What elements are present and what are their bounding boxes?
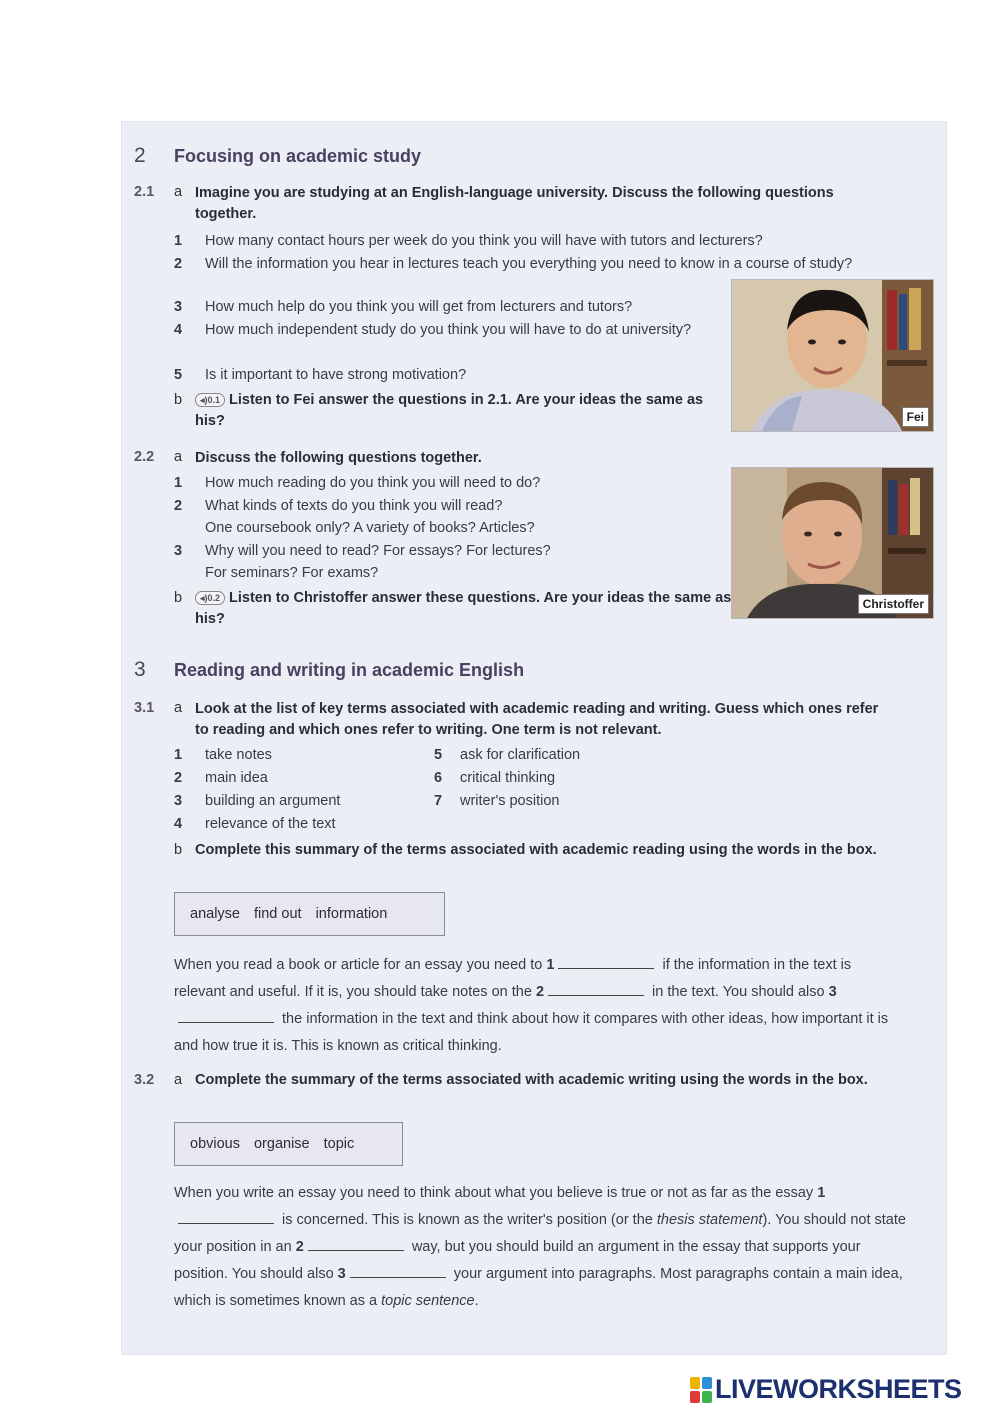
answer-blank-3[interactable] xyxy=(178,1010,274,1023)
exercise-number: 2.1 xyxy=(134,184,155,200)
question-text-continued: One coursebook only? A variety of books? Articles? xyxy=(205,520,535,536)
term-text: ask for clarification xyxy=(460,747,581,763)
question-text: Will the information you hear in lectures teach you everything you need to know in a course of study? xyxy=(205,256,853,272)
question-text: How much independent study do you think you will have to do at university? xyxy=(205,322,692,338)
question-text: How much reading do you think you will need to do? xyxy=(205,475,541,491)
answer-blank-1[interactable] xyxy=(178,1211,274,1224)
question-text: Why will you need to read? For essays? For lectures? xyxy=(205,543,551,559)
section-title: Focusing on academic study xyxy=(174,146,422,166)
term-text: critical thinking xyxy=(460,770,556,786)
term-number: 7 xyxy=(434,793,443,809)
question-number: 1 xyxy=(174,233,183,249)
question-number: 3 xyxy=(174,299,183,315)
question-number: 2 xyxy=(174,498,183,514)
photo-caption: Fei xyxy=(902,407,929,427)
question-text-continued: For seminars? For exams? xyxy=(205,565,379,581)
term-text: main idea xyxy=(205,770,268,786)
term-number: 4 xyxy=(174,816,183,832)
instruction: ◂)0.1 Listen to Fei answer the questions in 2.1. Are your ideas the same as his? xyxy=(195,392,704,429)
instruction: ◂)0.2 Listen to Christoffer answer these questions. Are your ideas the same as his? xyxy=(195,590,732,627)
term-number: 3 xyxy=(174,793,183,809)
term-text: relevance of the text xyxy=(205,816,336,832)
answer-blank-2[interactable] xyxy=(548,983,644,996)
exercise-number: 3.1 xyxy=(134,700,155,716)
term-text: building an argument xyxy=(205,793,341,809)
logo-icon xyxy=(690,1377,712,1403)
brand-name: LIVEWORKSHEETS xyxy=(715,1374,962,1404)
word-box xyxy=(174,1122,403,1166)
liveworksheets-logo xyxy=(690,1374,962,1405)
photo-caption: Christoffer xyxy=(858,594,929,614)
question-text: Is it important to have strong motivation? xyxy=(205,367,467,383)
exercise-number: 3.2 xyxy=(134,1072,155,1088)
photo-fei xyxy=(731,279,934,432)
term-number: 5 xyxy=(434,747,443,763)
question-number: 2 xyxy=(174,256,183,272)
reading-summary: When you read a book or article for an essay you need to 1 if the information in the text is relevant and useful. If it is, you should take notes on the 2 in the text. You should also 3 the information in the text and think about how it compares with other ideas, how important it is and how true it is. This is known as critical thinking. xyxy=(174,957,889,1054)
part-letter: a xyxy=(174,700,183,716)
part-letter: b xyxy=(174,392,183,408)
exercise-number: 2.2 xyxy=(134,449,155,465)
instruction: Complete this summary of the terms associated with academic reading using the words in the box. xyxy=(195,842,877,858)
term-text: take notes xyxy=(205,747,272,763)
answer-blank-1[interactable] xyxy=(558,956,654,969)
audio-track-badge[interactable]: ◂)0.1 xyxy=(195,393,225,407)
question-number: 3 xyxy=(174,543,183,559)
box-word: find out xyxy=(253,906,302,922)
section-title: Reading and writing in academic English xyxy=(174,660,525,680)
part-letter: a xyxy=(174,1072,183,1088)
question-number: 5 xyxy=(174,367,183,383)
word-box xyxy=(174,892,445,936)
box-word: topic xyxy=(323,1136,355,1152)
question-text: What kinds of texts do you think you will read? xyxy=(205,498,503,514)
answer-blank-2[interactable] xyxy=(308,1238,404,1251)
question-text: How much help do you think you will get from lecturers and tutors? xyxy=(205,299,633,315)
photo-christoffer xyxy=(731,467,934,619)
audio-track-badge[interactable]: ◂)0.2 xyxy=(195,591,225,605)
box-word: analyse xyxy=(190,906,240,922)
question-number: 1 xyxy=(174,475,183,491)
writing-summary: When you write an essay you need to think about what you believe is true or not as far as the essay 1 is concerned. This is known as the writer's position (or the thesis statement). You should not state your position in an 2 way, but you should build an argument in the essay that supports your position. You should also 3 your argument into paragraphs. Most paragraphs contain a main idea, which is sometimes known as a topic sentence. xyxy=(174,1185,906,1309)
part-letter: b xyxy=(174,842,183,858)
instruction: Imagine you are studying at an English-language university. Discuss the following questions together. xyxy=(195,185,834,222)
section-number: 3 xyxy=(134,658,146,681)
part-letter: a xyxy=(174,184,183,200)
answer-blank-3[interactable] xyxy=(350,1265,446,1278)
part-letter: a xyxy=(174,449,183,465)
box-word: information xyxy=(315,906,388,922)
box-word: obvious xyxy=(190,1136,240,1152)
box-word: organise xyxy=(253,1136,310,1152)
instruction: Complete the summary of the terms associated with academic writing using the words in the box. xyxy=(195,1072,868,1088)
term-number: 1 xyxy=(174,747,183,763)
section-number: 2 xyxy=(134,144,146,167)
term-text: writer's position xyxy=(460,793,560,809)
textbook-page xyxy=(122,122,946,1354)
instruction: Discuss the following questions together. xyxy=(195,450,482,466)
question-number: 4 xyxy=(174,322,183,338)
question-text: How many contact hours per week do you think you will have with tutors and lecturers? xyxy=(205,233,763,249)
instruction: Look at the list of key terms associated with academic reading and writing. Guess which ones refer to reading and which ones refer to writing. One term is not relevant. xyxy=(195,701,879,738)
part-letter: b xyxy=(174,590,183,606)
term-number: 2 xyxy=(174,770,183,786)
term-number: 6 xyxy=(434,770,443,786)
